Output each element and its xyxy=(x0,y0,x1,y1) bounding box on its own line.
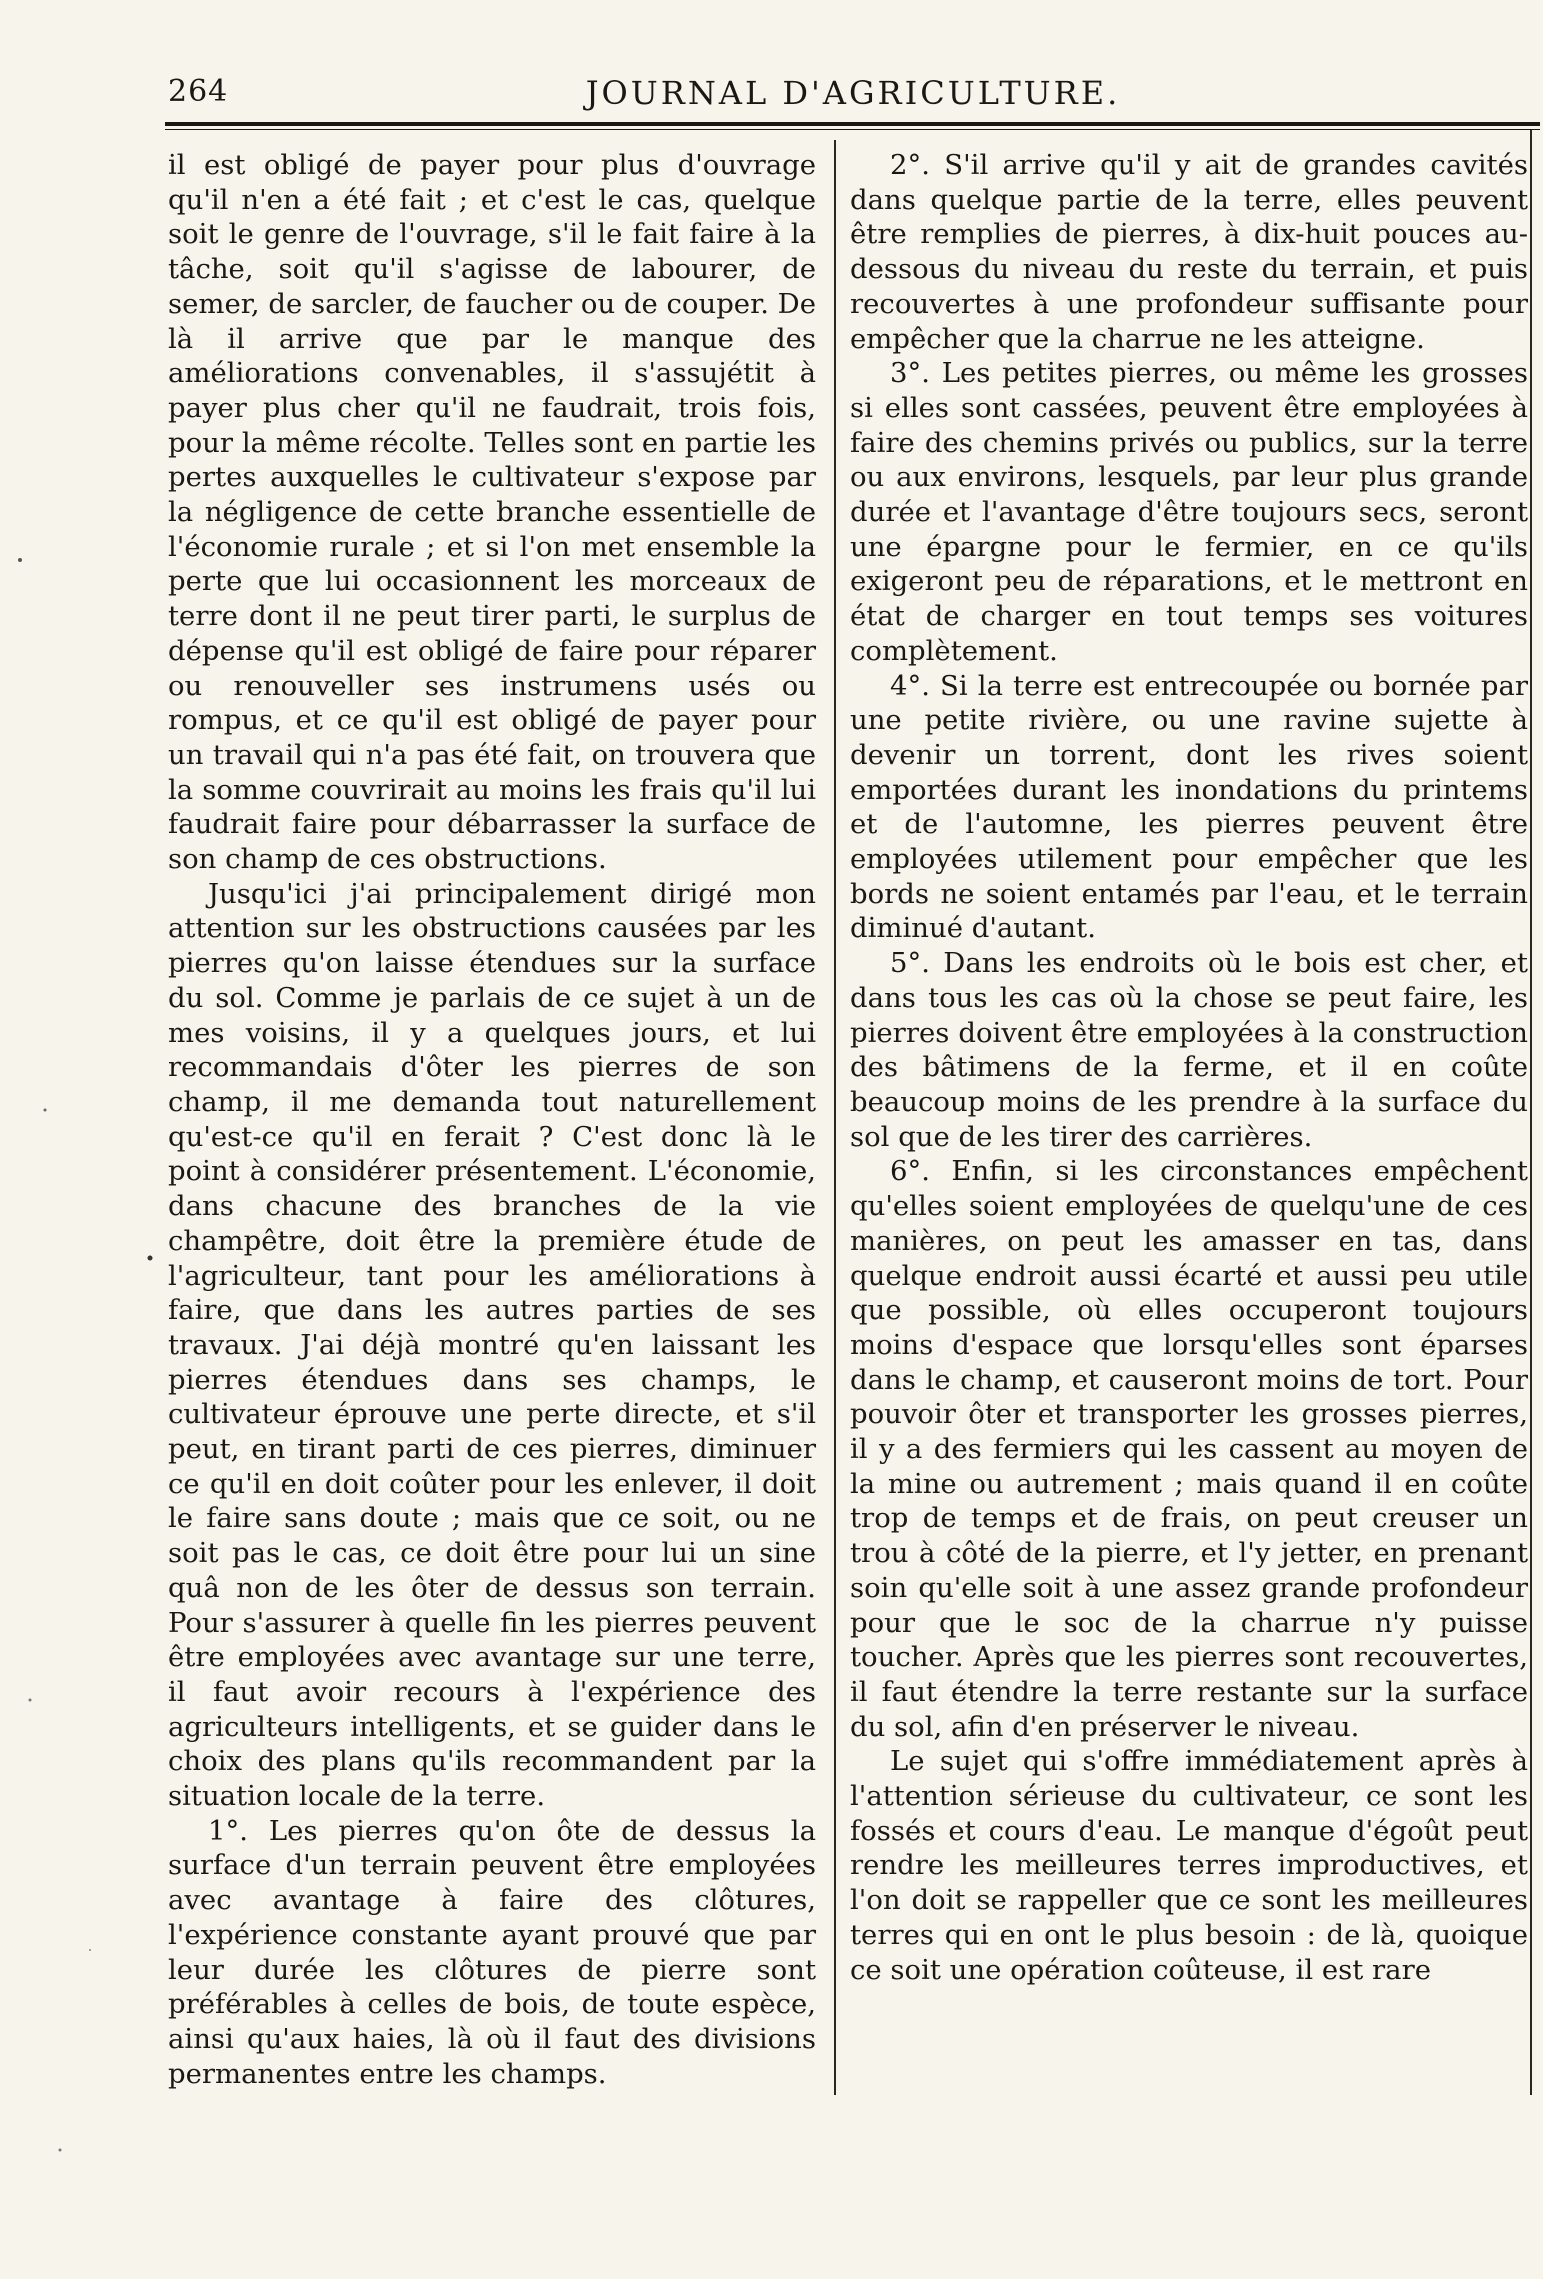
column-divider xyxy=(834,140,836,2095)
left-paragraph-2: Jusqu'ici j'ai principalement dirigé mon attention sur les obstructions causées par les pierres qu'on laisse étendues sur la surface du sol. Comme je parlais de ce sujet à un de mes voisins, il y a quelques jours, et lui recommandais d'ôter les pierres de son champ, il me demanda tout naturellement qu'est-ce qu'il en ferait ? C'est donc là le point à considérer présentement. L'économie, dans chacune des branches de la vie champêtre, doit être la première étude de l'agriculteur, tant pour les améliorations à faire, que dans les autres parties de ses travaux. J'ai déjà montré qu'en laissant les pierres étendues dans ses champs, le cultivateur éprouve une perte directe, et s'il peut, en tirant parti de ces pierres, diminuer ce qu'il en doit coûter pour les enlever, il doit le faire sans doute ; mais que ce soit, ou ne soit pas le cas, ce doit être pour lui un sine quâ non de les ôter de dessus son terrain. Pour s'assurer à quelle fin les pierres peuvent être employées avec avantage sur une terre, il faut avoir recours à l'expérience des agriculteurs intelligents, et se guider dans le choix des plans qu'ils recommandent par la situation locale de la terre. xyxy=(168,877,816,1813)
left-paragraph-3: 1°. Les pierres qu'on ôte de dessus la surface d'un terrain peuvent être employées avec avantage à faire des clôtures, l'expérience constante ayant prouvé que par leur durée les clôtures de pierre sont préférables à celles de bois, de toute espèce, ainsi qu'aux haies, là où il faut des divisions permanentes entre les champs. xyxy=(168,1814,816,2090)
ink-speck xyxy=(148,1256,153,1261)
right-paragraph-1: 2°. S'il arrive qu'il y ait de grandes cavités dans quelque partie de la terre, elles peuvent être remplies de pierres, à dix-huit pouces au-dessous du niveau du reste du terrain, et puis recouvertes à une profondeur suffisante pour empêcher que la charrue ne les atteigne. xyxy=(850,149,1528,355)
ink-speck xyxy=(44,1109,47,1112)
ink-speck xyxy=(59,2149,62,2152)
right-paragraph-4: 5°. Dans les endroits où le bois est cher, et dans tous les cas où la chose se peut faire, les pierres doivent être employées à la construction des bâtimens de la ferme, et il en coûte beaucoup moins de les prendre à la surface du sol que de les tirer des carrières. xyxy=(850,947,1528,1153)
ink-speck xyxy=(89,1949,91,1951)
header-rule xyxy=(165,122,1540,126)
ink-speck xyxy=(18,558,22,562)
right-paragraph-6: Le sujet qui s'offre immédiatement après à l'attention sérieuse du cultivateur, ce sont les fossés et cours d'eau. Le manque d'égoût peut rendre les meilleures terres improductives, et l'on doit se rappeller que ce sont les meilleures terres qui en ont le plus besoin : de là, quoique ce soit une opération coûteuse, il est rare xyxy=(850,1745,1528,1986)
page-header xyxy=(168,70,1538,130)
page-number: 264 xyxy=(168,74,229,109)
left-column xyxy=(168,148,816,2091)
right-paragraph-2: 3°. Les petites pierres, ou même les grosses si elles sont cassées, peuvent être employées à faire des chemins privés ou publics, sur la terre ou aux environs, lesquels, par leur plus grande durée et l'avantage d'être toujours secs, seront une épargne pour le fermier, en ce qu'ils exigeront peu de réparations, et le mettront en état de charger en tout temps ses voitures complètement. xyxy=(850,357,1528,667)
right-paragraph-5: 6°. Enfin, si les circonstances empêchent qu'elles soient employées de quelqu'une de ces manières, on peut les amasser en tas, dans quelque endroit aussi écarté et aussi peu utile que possible, où elles occuperont toujours moins d'espace que lorsqu'elles sont éparses dans le champ, et causeront moins de tort. Pour pouvoir ôter et transporter les grosses pierres, il y a des fermiers qui les cassent au moyen de la mine ou autrement ; mais quand il en coûte trop de temps et de frais, on peut creuser un trou à côté de la pierre, et l'y jetter, en prenant soin qu'elle soit à une assez grande profondeur pour que le soc de la charrue n'y puisse toucher. Après que les pierres sont recouvertes, il faut étendre la terre restante sur la surface du sol, afin d'en préserver le niveau. xyxy=(850,1155,1528,1743)
header-rule-thin xyxy=(165,129,1540,130)
page-edge-rule xyxy=(1530,130,1532,2095)
journal-title: JOURNAL D'AGRICULTURE. xyxy=(585,74,1121,112)
right-column xyxy=(850,148,1528,1987)
left-paragraph-1: il est obligé de payer pour plus d'ouvrage qu'il n'en a été fait ; et c'est le cas, quelque soit le genre de l'ouvrage, s'il le fait faire à la tâche, soit qu'il s'agisse de labourer, de semer, de sarcler, de faucher ou de couper. De là il arrive que par le manque des améliorations convenables, il s'assujétit à payer plus cher qu'il ne faudrait, trois fois, pour la même récolte. Telles sont en partie les pertes auxquelles le cultivateur s'expose par la négligence de cette branche essentielle de l'économie rurale ; et si l'on met ensemble la perte que lui occasionnent les morceaux de terre dont il ne peut tirer parti, le surplus de dépense qu'il est obligé de faire pour réparer ou renouveller ses instrumens usés ou rompus, et ce qu'il est obligé de payer pour un travail qui n'a pas été fait, on trouvera que la somme couvrirait au moins les frais qu'il lui faudrait faire pour débarrasser la surface de son champ de ces obstructions. xyxy=(168,149,816,876)
ink-speck xyxy=(29,1699,32,1702)
right-paragraph-3: 4°. Si la terre est entrecoupée ou bornée par une petite rivière, ou une ravine sujette à devenir un torrent, dont les rives soient emportées durant les inondations du printems et de l'automne, les pierres peuvent être employées utilement pour empêcher que les bords ne soient entamés par l'eau, et le terrain diminué d'autant. xyxy=(850,669,1528,945)
